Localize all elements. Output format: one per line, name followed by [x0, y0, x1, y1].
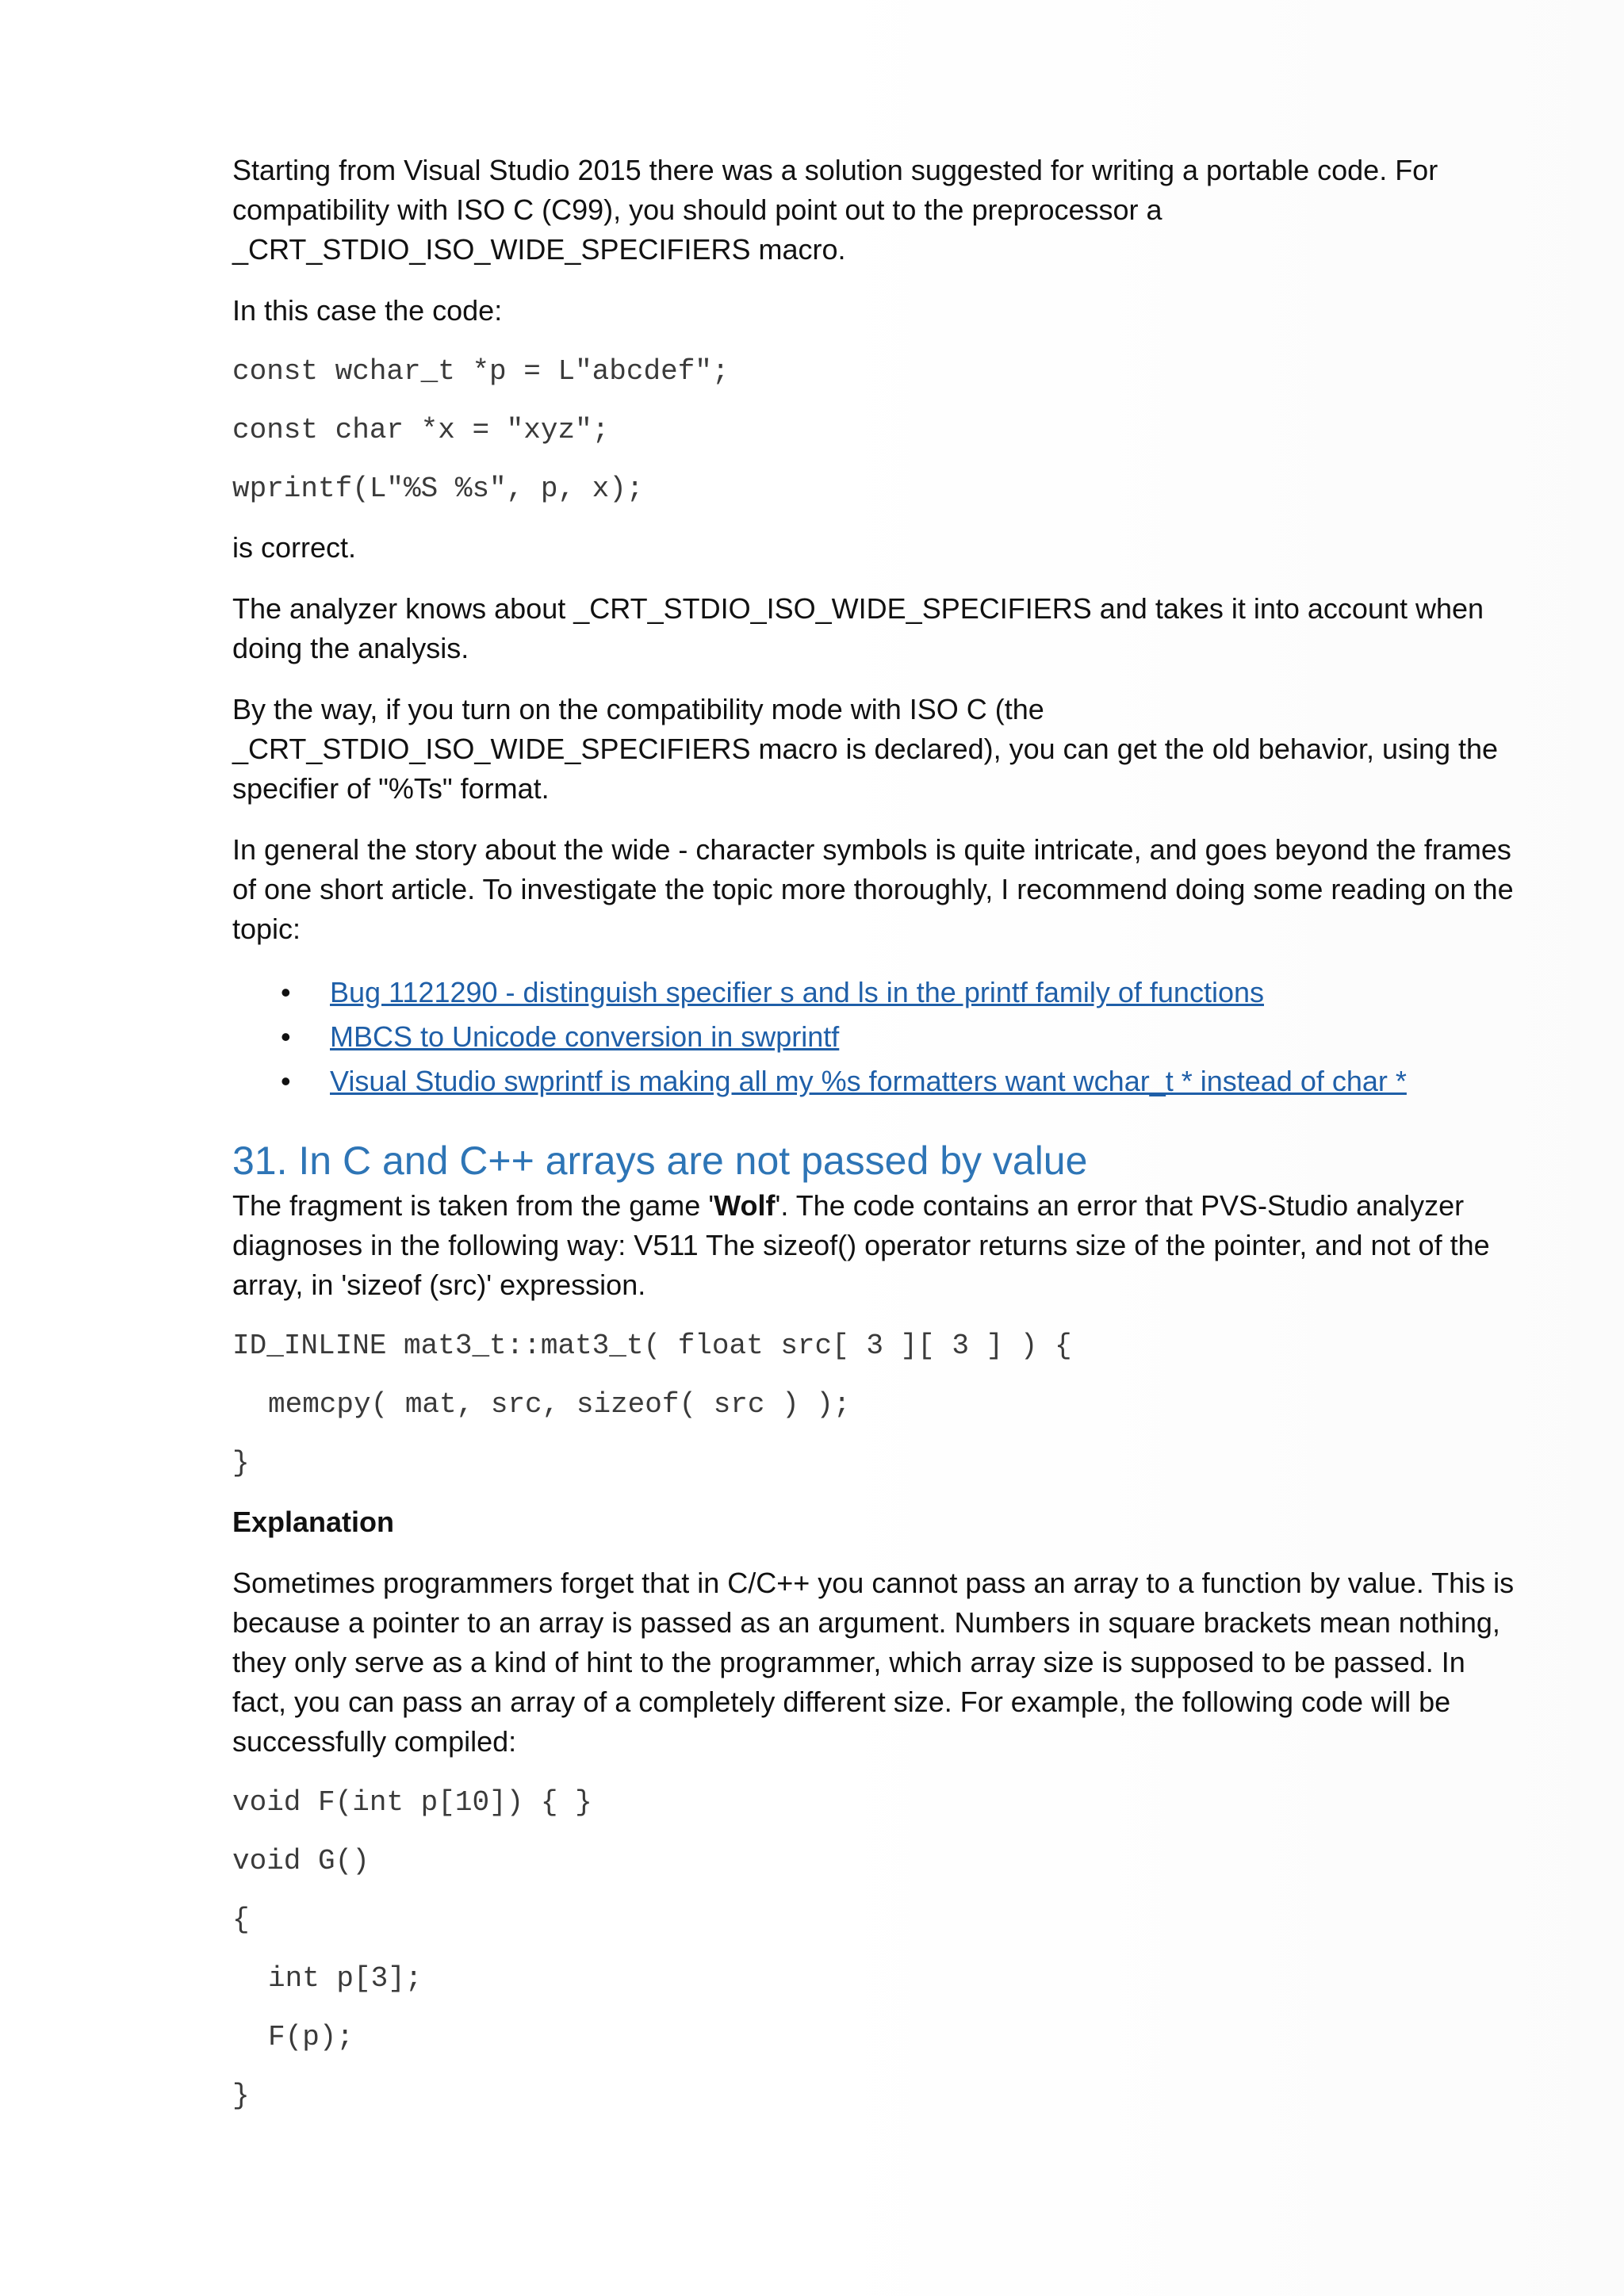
code-block-wprintf	[232, 352, 1517, 509]
bullet-icon: •	[281, 1020, 291, 1053]
code-line: void G()	[232, 1845, 370, 1877]
code-line: F(p);	[268, 2021, 354, 2053]
code-block-array-example	[232, 1783, 1517, 2116]
code-line: wprintf(L"%S %s", p, x);	[232, 473, 644, 505]
game-name: Wolf	[714, 1189, 776, 1222]
paragraph-vs2015: Starting from Visual Studio 2015 there was a solution suggested for writing a portable code. For compatibility with ISO C (C99), you should point out to the preprocessor a _CRT_STDIO_ISO_WIDE_SPECIFIERS macro.	[232, 154, 1438, 266]
page-content	[232, 151, 1517, 2135]
paragraph-explanation: Sometimes programmers forget that in C/C++ you cannot pass an array to a function by value. This is because a pointer to an array is passed as an argument. Numbers in square brackets mean nothing, they only serve as a kind of hint to the programmer, which array size is supposed to be passed. In fact, you can pass an array of a completely different size. For example, the following code will be successfully compiled:	[232, 1567, 1515, 1758]
bullet-icon: •	[281, 1065, 291, 1097]
code-line: int p[3];	[268, 1962, 423, 1995]
paragraph-is-correct: is correct.	[232, 531, 357, 564]
link-mbcs-unicode[interactable]: MBCS to Unicode conversion in swprintf	[330, 1020, 840, 1053]
intro-text-rest: '. The code contains an error that PVS-Studio analyzer diagnoses in the following way: V511 The sizeof() operator returns size of the pointer, and not of the array, in 'sizeof (src)' expression.	[232, 1189, 1490, 1301]
section-heading: 31. In C and C++ arrays are not passed by value	[232, 1138, 1088, 1183]
code-line: }	[232, 2080, 250, 2112]
list-item	[281, 970, 1517, 1015]
code-block-mat3	[232, 1326, 1517, 1483]
code-line: memcpy( mat, src, sizeof( src ) );	[268, 1388, 851, 1421]
reading-links-list	[232, 970, 1517, 1104]
bullet-icon: •	[281, 976, 291, 1008]
code-line: const char *x = "xyz";	[232, 414, 610, 446]
link-bug-1121290[interactable]: Bug 1121290 - distinguish specifier s and ls in the printf family of functions	[330, 976, 1264, 1008]
paragraph-code-intro: In this case the code:	[232, 294, 503, 327]
code-line: {	[232, 1904, 250, 1936]
intro-text: The fragment is taken from the game '	[232, 1189, 714, 1222]
code-line: ID_INLINE mat3_t::mat3_t( float src[ 3 ][ 3 ] ) {	[232, 1330, 1072, 1362]
paragraph-analyzer-knows: The analyzer knows about _CRT_STDIO_ISO_WIDE_SPECIFIERS and takes it into account when doing the analysis.	[232, 592, 1484, 664]
code-line: void F(int p[10]) { }	[232, 1786, 592, 1819]
list-item	[281, 1015, 1517, 1059]
link-vs-swprintf[interactable]: Visual Studio swprintf is making all my %s formatters want wchar_t * instead of char *	[330, 1065, 1407, 1097]
paragraph-story: In general the story about the wide - character symbols is quite intricate, and goes beyond the frames of one short article. To investigate the topic more thoroughly, I recommend doing some reading on the topic:	[232, 833, 1514, 945]
code-line: const wchar_t *p = L"abcdef";	[232, 355, 730, 388]
list-item	[281, 1059, 1517, 1104]
explanation-heading: Explanation	[232, 1506, 395, 1538]
paragraph-compatibility-mode: By the way, if you turn on the compatibility mode with ISO C (the _CRT_STDIO_ISO_WIDE_SPECIFIERS macro is declared), you can get the old behavior, using the specifier of "%Ts" format.	[232, 693, 1499, 805]
code-line: }	[232, 1447, 250, 1479]
paragraph-wolf-fragment	[232, 1186, 1517, 1305]
